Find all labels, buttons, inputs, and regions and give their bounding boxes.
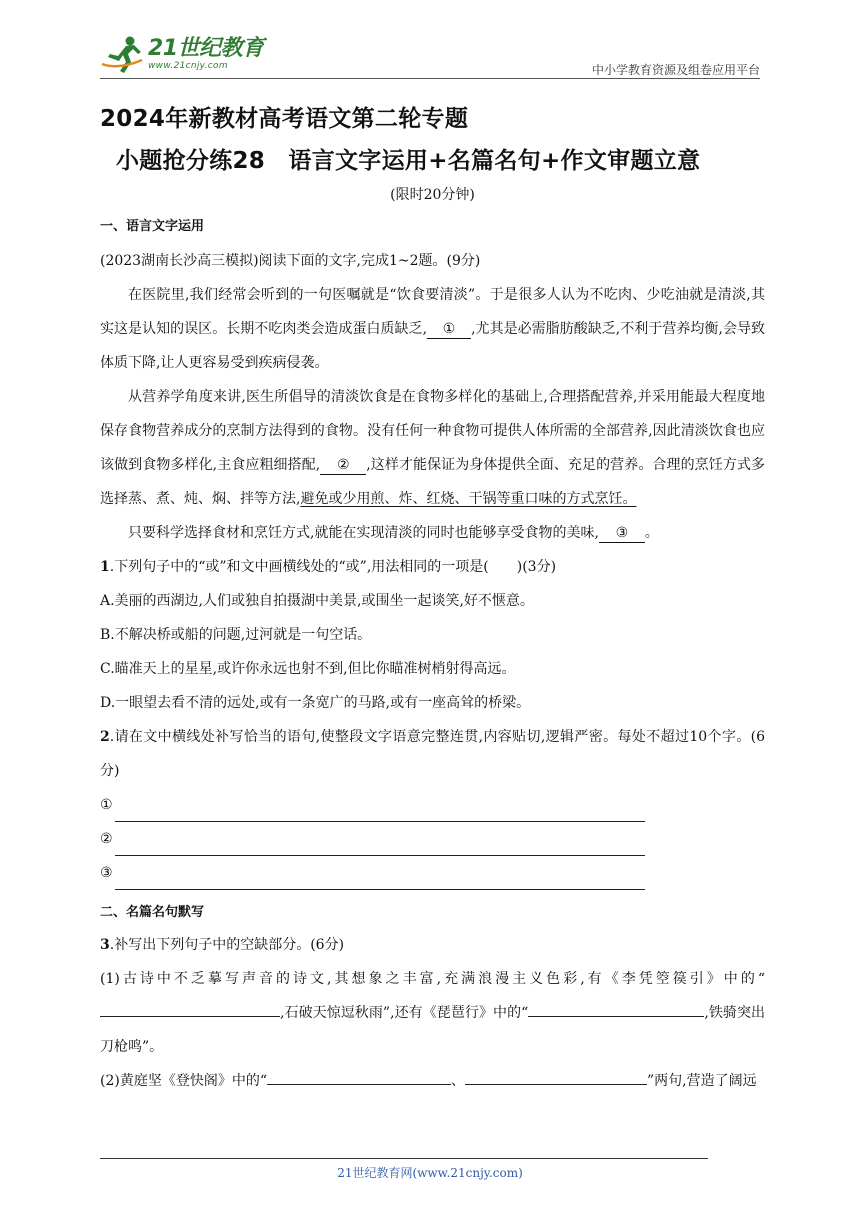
question-1-option-b: B.不解决桥或船的问题,过河就是一句空话。 [100,627,372,643]
question-1-option-c: C.瞄准天上的星星,或许你永远也射不到,但比你瞄准树梢射得高远。 [100,661,516,677]
logo-main-text: 21世纪教育 [148,36,264,61]
fill-blank[interactable] [267,1068,451,1085]
passage-blank-2: ② [320,456,366,475]
question-2: 2.请在文中横线处补写恰当的语句,使整段文字语意完整连贯,内容贴切,逻辑严密。每处不超过10个字。(6分) [100,729,765,779]
reading-intro: (2023湖南长沙高三模拟)阅读下面的文字,完成1~2题。(9分) [100,253,481,269]
logo-url-text: www.21cnjy.com [148,61,228,71]
time-limit: (限时20分钟) [390,187,475,203]
footer-divider [100,1158,708,1159]
answer-line-3[interactable]: ③ [100,856,765,890]
running-figure-icon [100,34,144,74]
document-title: 2024年新教材高考语文第二轮专题 [100,106,469,132]
fill-blank[interactable] [465,1068,647,1085]
platform-label: 中小学教育资源及组卷应用平台 [591,63,760,77]
passage-blank-1: ① [427,320,471,339]
underlined-sentence: 避免或少用煎、炸、红烧、干锅等重口味的方式烹饪。 [300,491,637,507]
document-body [100,100,765,1098]
question-3-item-2: (2)黄庭坚《登快阁》中的“ 、 ”两句,营造了阔远 [100,1064,765,1098]
passage-blank-3: ③ [599,524,645,543]
passage-paragraph-1: 在医院里,我们经常会听到的一句医嘱就是“饮食要清淡”。于是很多人认为不吃肉、少吃油就是清淡,其实这是认知的误区。长期不吃肉类会造成蛋白质缺乏, ① ,尤其是必需脂肪酸缺乏,不利于营养均衡,会导致体质下降,让人更容易受到疾病侵袭。 [100,287,765,371]
answer-line-2[interactable]: ② [100,822,765,856]
question-1: 1.下列句子中的“或”和文中画横线处的“或”,用法相同的一项是( )(3分) [100,559,557,575]
header-divider [100,78,760,79]
page-header [100,30,760,80]
passage-paragraph-3: 只要科学选择食材和烹饪方式,就能在实现清淡的同时也能够享受食物的美味, ③ 。 [128,525,659,541]
question-3-item-1: (1)古诗中不乏摹写声音的诗文,其想象之丰富,充满浪漫主义色彩,有《李凭箜篌引》中的“,石破天惊逗秋雨”,还有《琵琶行》中的“ ,铁骑突出刀枪鸣”。 [100,971,766,1055]
question-1-option-a: A.美丽的西湖边,人们或独自拍摄湖中美景,或围坐一起谈笑,好不惬意。 [100,593,534,609]
fill-blank[interactable] [100,1000,280,1017]
question-3: 3.补写出下列句子中的空缺部分。(6分) [100,937,345,953]
document-subtitle: 小题抢分练28 语言文字运用+名篇名句+作文审题立意 [116,148,701,174]
section-heading-2: 二、名篇名句默写 [100,905,205,920]
question-1-option-d: D.一眼望去看不清的远处,或有一条宽广的马路,或有一座高耸的桥梁。 [100,695,531,711]
passage-paragraph-2: 从营养学角度来讲,医生所倡导的清淡饮食是在食物多样化的基础上,合理搭配营养,并采用能最大程度地保存食物营养成分的烹制方法得到的食物。没有任何一种食物可提供人体所需的全部营养,因此清淡饮食也应该做到食物多样化,主食应粗细搭配, ② ,这样才能保证为身体提供全面、充足的营养。合理的烹饪方式多选择蒸、煮、炖、焖、拌等方法,避免或少用煎、炸、红烧、干锅等重口味的方式烹饪。 [100,389,765,507]
section-heading-1: 一、语言文字运用 [100,219,205,234]
fill-blank[interactable] [528,1000,704,1017]
answer-line-1[interactable]: ① [100,788,765,822]
footer-text: 21世纪教育网(www.21cnjy.com) [337,1166,523,1180]
logo [100,34,264,74]
